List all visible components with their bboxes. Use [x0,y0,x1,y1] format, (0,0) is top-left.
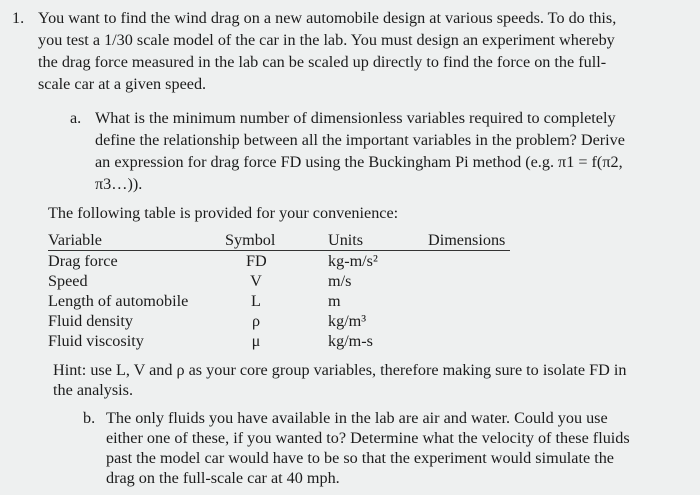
cell-units: m [328,292,341,310]
part-a-line: π3…)). [95,175,143,193]
part-b-line: past the model car would have to be so that the experiment would simulate the [106,449,614,467]
intro-line: you test a 1/30 scale model of the car in the lab. You must design an experiment whereby [38,31,615,49]
table-row [48,251,512,271]
cell-symbol: ρ [251,312,261,330]
hint-line: Hint: use L, V and ρ as your core group variables, therefore making sure to isolate FD in [53,361,627,379]
cell-units: m/s [328,272,352,290]
cell-variable: Drag force [48,252,118,270]
part-a-label: a. [70,109,82,127]
cell-units: kg-m/s² [328,252,378,270]
part-b-line: either one of these, if you wanted to? Determine what the velocity of these fluids [106,429,630,447]
part-a-line: What is the minimum number of dimensionless variables required to completely [95,109,616,127]
header-symbol: Symbol [225,231,276,249]
cell-units: kg/m-s [328,332,373,350]
header-variable: Variable [48,231,102,249]
part-b-label: b. [83,409,96,427]
part-a-line: define the relationship between all the important variables in the problem? Derive [95,131,625,149]
part-b-line: drag on the full-scale car at 40 mph. [106,469,340,487]
cell-units: kg/m³ [328,312,367,330]
hint-line: the analysis. [53,381,134,399]
intro-line: You want to find the wind drag on a new automobile design at various speeds. To do this, [38,9,617,27]
table-row [48,331,512,351]
cell-symbol: V [250,272,262,290]
cell-symbol: L [251,292,261,310]
cell-variable: Length of automobile [48,292,189,310]
cell-variable: Fluid viscosity [48,332,144,350]
cell-symbol: FD [246,252,267,270]
header-dimensions: Dimensions [428,231,506,249]
table-row [48,271,512,291]
table-row [48,311,512,331]
intro-line: the drag force measured in the lab can be scaled up directly to find the force on the full- [38,53,607,71]
table-row [48,291,512,311]
header-units: Units [328,231,364,249]
question-number: 1. [12,9,25,27]
cell-variable: Speed [48,272,88,290]
intro-line: scale car at a given speed. [38,75,207,93]
cell-variable: Fluid density [48,312,133,330]
table-intro: The following table is provided for your convenience: [48,204,399,222]
cell-symbol: μ [251,332,261,350]
part-b-line: The only fluids you have available in the lab are air and water. Could you use [106,409,608,427]
part-a-line: an expression for drag force FD using the Buckingham Pi method (e.g. π1 = f(π2, [95,153,623,171]
